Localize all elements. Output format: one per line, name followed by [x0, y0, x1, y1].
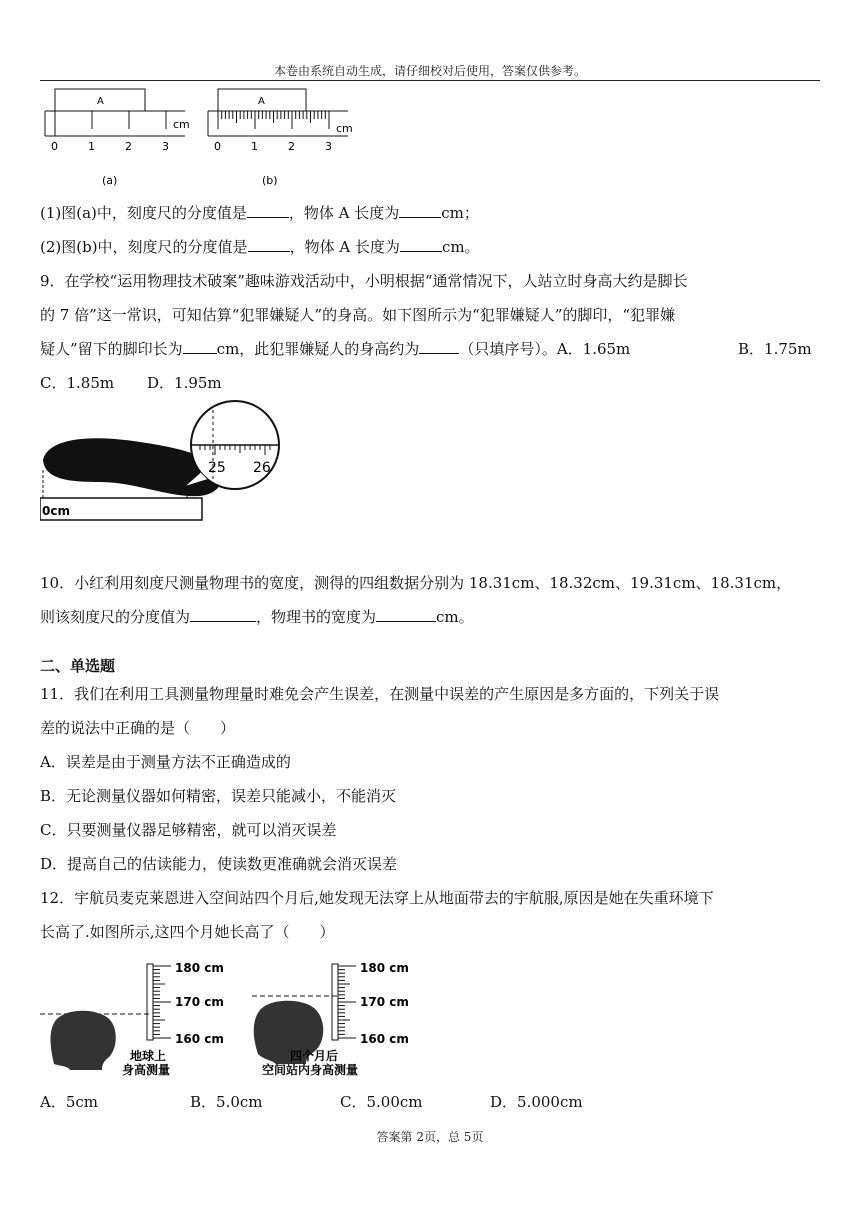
q9-blank-1[interactable]: [183, 339, 217, 354]
q11-line-2: 差的说法中正确的是（ ）: [40, 719, 236, 737]
height-figure: [40, 952, 440, 1077]
q9-line-2: 的 7 倍”这一常识，可知估算“犯罪嫌疑人”的身高。如下图所示为“犯罪嫌疑人”的脚印，“犯罪嫌: [40, 306, 676, 324]
ruler-figure-b: [208, 89, 353, 187]
scale-left-160: 160 cm: [175, 1032, 224, 1046]
q8-sub1: (1)图(a)中，刻度尺的分度值是 ，物体 A 长度为 cm；: [40, 204, 479, 222]
page-header-note: 本卷由系统自动生成，请仔细校对后使用，答案仅供参考。: [273, 64, 586, 78]
q12-option-c: C．5.00cm: [340, 1093, 423, 1111]
q10-line-2: 则该刻度尺的分度值为 ，物理书的宽度为 cm。: [40, 608, 474, 626]
q11-option-d: D．提高自己的估读能力，使读数更准确就会消灭误差: [40, 855, 398, 873]
ruler-b-caption: (b): [262, 174, 278, 187]
q12-option-a: A．5cm: [40, 1093, 99, 1111]
q10-line-1: 10．小红利用刻度尺测量物理书的宽度，测得的四组数据分别为 18.31cm、18.32cm、19.31cm、18.31cm，: [40, 574, 792, 592]
earth-caption-1: 地球上: [130, 1049, 167, 1063]
q12-line-2: 长高了.如图所示,这四个月她长高了（ ）: [40, 923, 335, 941]
q8-blank-4[interactable]: [400, 237, 442, 252]
q12-option-b: B．5.0cm: [190, 1093, 263, 1111]
header-divider: [40, 80, 820, 81]
ruler-figure-a: [45, 89, 190, 187]
ruler-a-tick-1: 1: [88, 140, 95, 153]
ruler-a-tick-2: 2: [125, 140, 132, 153]
scale-left-170: 170 cm: [175, 995, 224, 1009]
q11-option-a: A．误差是由于测量方法不正确造成的: [40, 753, 291, 771]
footprint-figure: [40, 400, 290, 525]
magnifier-tick-25: 25: [208, 460, 226, 476]
ruler-a-unit: cm: [173, 118, 190, 131]
q8-blank-1[interactable]: [247, 203, 289, 218]
scale-left-180: 180 cm: [175, 961, 224, 975]
q9-option-b: B．1.75m: [738, 340, 812, 358]
ruler-b-tick-1: 1: [251, 140, 258, 153]
q10-blank-1[interactable]: [190, 607, 256, 622]
ruler-b-tick-2: 2: [288, 140, 295, 153]
q12-line-1: 12．宇航员麦克莱恩进入空间站四个月后,她发现无法穿上从地面带去的宇航服,原因是她在失重环境下: [40, 889, 714, 907]
station-caption-1: 四个月后: [290, 1049, 339, 1063]
page-footer: 答案第 2页，总 5页: [376, 1130, 484, 1144]
ruler-a-tick-3: 3: [162, 140, 169, 153]
q10-blank-2[interactable]: [376, 607, 436, 622]
q9-blank-2[interactable]: [419, 339, 459, 354]
section-title: 二、单选题: [40, 657, 116, 675]
scale-right-180: 180 cm: [360, 961, 409, 975]
station-caption-2: 空间站内身高测量: [262, 1063, 359, 1077]
q9-option-c: C．1.85m: [40, 374, 115, 392]
head-silhouette-earth: [51, 1011, 116, 1070]
q9-option-d: D．1.95m: [147, 374, 222, 392]
q11-option-b: B．无论测量仪器如何精密，误差只能减小，不能消灭: [40, 787, 397, 805]
object-b-label: A: [258, 96, 265, 107]
ruler-a-tick-0: 0: [51, 140, 58, 153]
height-panel-station: [252, 961, 409, 1077]
q8-blank-3[interactable]: [248, 237, 290, 252]
magnifier-tick-26: 26: [253, 460, 271, 476]
q12-option-d: D．5.000cm: [490, 1093, 583, 1111]
scale-right-170: 170 cm: [360, 995, 409, 1009]
q9-line-3: 疑人”留下的脚印长为 cm，此犯罪嫌疑人的身高约为 （只填序号）。A．1.65m: [40, 340, 631, 358]
scale-right-160: 160 cm: [360, 1032, 409, 1046]
q8-blank-2[interactable]: [399, 203, 441, 218]
object-a-label: A: [97, 96, 104, 107]
ruler-b-unit: cm: [336, 122, 353, 135]
earth-caption-2: 身高测量: [122, 1063, 171, 1077]
ruler-a-caption: (a): [102, 174, 118, 187]
ruler-b-tick-3: 3: [325, 140, 332, 153]
height-panel-earth: [40, 961, 224, 1077]
q11-line-1: 11．我们在利用工具测量物理量时难免会产生误差，在测量中误差的产生原因是多方面的，下列关于误: [40, 685, 720, 703]
ruler-figures: [40, 84, 370, 194]
q11-option-c: C．只要测量仪器足够精密，就可以消灭误差: [40, 821, 337, 839]
ruler-zero-label: 0cm: [42, 504, 70, 518]
q8-sub2: (2)图(b)中，刻度尺的分度值是 ，物体 A 长度为 cm。: [40, 238, 480, 256]
q9-line-1: 9．在学校“运用物理技术破案”趣味游戏活动中，小明根据“通常情况下，人站立时身高大约是脚长: [40, 272, 688, 290]
ruler-b-tick-0: 0: [214, 140, 221, 153]
ruler-b-mm-ticks: [218, 111, 329, 129]
